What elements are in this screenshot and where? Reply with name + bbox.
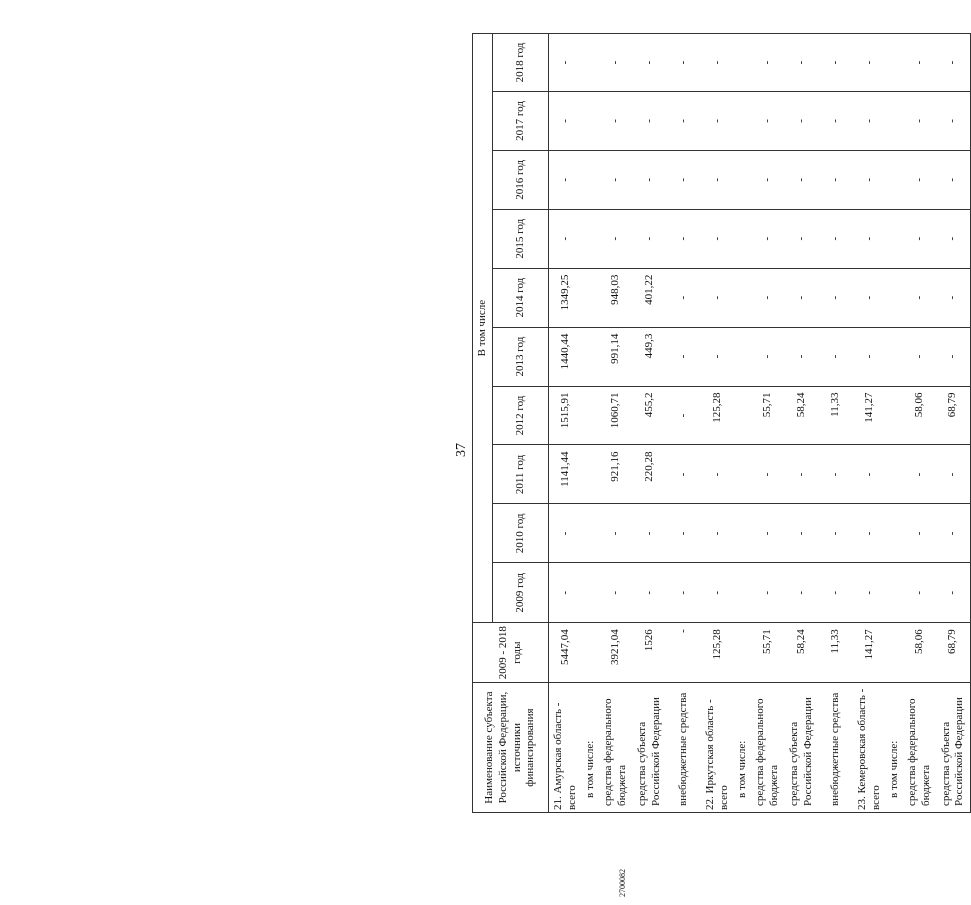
header-group: В том числе [473,34,493,623]
row-value: - [853,209,887,268]
row-value: - [853,268,887,327]
row-value [735,504,751,563]
row-value: - [903,327,937,386]
table-row [599,34,633,813]
row-value [583,386,599,445]
row-value [583,34,599,92]
row-value [583,504,599,563]
row-value: - [667,34,701,92]
row-total: 5447,04 [549,623,583,683]
row-label: в том числе: [735,683,751,813]
row-value: - [937,268,971,327]
row-value: 948,03 [599,268,633,327]
row-label: средства федерального бюджета [751,683,785,813]
row-value: - [785,327,819,386]
row-value: - [667,445,701,504]
row-value: - [667,327,701,386]
row-value: - [667,209,701,268]
row-value: - [751,327,785,386]
row-value: - [599,91,633,150]
row-value [735,445,751,504]
row-value: - [701,327,735,386]
row-value: - [937,504,971,563]
row-value: 220,28 [633,445,667,504]
row-value: - [903,445,937,504]
row-value [583,209,599,268]
row-value: - [903,91,937,150]
row-value [887,150,903,209]
row-value: - [549,150,583,209]
row-value: - [549,91,583,150]
row-total [887,623,903,683]
row-value: - [819,445,853,504]
row-value: 401,22 [633,268,667,327]
row-value [887,563,903,623]
row-value: - [667,268,701,327]
row-value: - [633,563,667,623]
row-value: 455,2 [633,386,667,445]
row-value: - [633,91,667,150]
row-value: - [701,445,735,504]
header-year: 2010 год [493,504,549,563]
row-value: - [599,563,633,623]
row-label: средства субъекта Российской Федерации [785,683,819,813]
header-year: 2015 год [493,209,549,268]
row-value: - [667,386,701,445]
table-row [785,34,819,813]
row-value: 1349,25 [549,268,583,327]
header-year: 2009 год [493,563,549,623]
row-value: - [937,445,971,504]
row-value: - [853,327,887,386]
page-number: 37 [454,443,469,457]
row-value: - [853,150,887,209]
row-value [887,34,903,92]
row-value: 125,28 [701,386,735,445]
row-value: - [853,34,887,92]
row-value: 55,71 [751,386,785,445]
row-value: - [599,34,633,92]
row-value: - [599,150,633,209]
row-value [735,209,751,268]
row-value: - [785,445,819,504]
row-value: 68,79 [937,386,971,445]
header-total: 2009 - 2018 годы [473,623,549,683]
row-label: внебюджетные средства [667,683,701,813]
row-value: 1141,44 [549,445,583,504]
row-value: 991,14 [599,327,633,386]
row-label: 21. Амурская область - всего [549,683,583,813]
table-row [751,34,785,813]
row-value: - [819,150,853,209]
row-value: - [633,504,667,563]
row-value: - [903,150,937,209]
row-total: 55,71 [751,623,785,683]
row-value [887,445,903,504]
row-total: 11,33 [819,623,853,683]
row-value: - [785,563,819,623]
row-value: - [667,563,701,623]
row-value: - [853,91,887,150]
row-value [583,563,599,623]
row-value: - [785,91,819,150]
row-value: - [667,91,701,150]
row-value [735,91,751,150]
row-total: 125,28 [701,623,735,683]
row-value: - [701,209,735,268]
row-total: 141,27 [853,623,887,683]
row-total: 58,24 [785,623,819,683]
header-year: 2017 год [493,91,549,150]
row-label: средства субъекта Российской Федерации [633,683,667,813]
table-row [701,34,735,813]
row-value: 1515,91 [549,386,583,445]
row-value: - [751,209,785,268]
row-value: - [549,34,583,92]
row-value [887,209,903,268]
row-value [735,34,751,92]
table-row [937,34,971,813]
row-value: - [785,504,819,563]
row-value [583,268,599,327]
row-value: - [819,327,853,386]
row-value [735,386,751,445]
row-value: 11,33 [819,386,853,445]
row-value: 58,06 [903,386,937,445]
row-value: - [903,34,937,92]
table-row [903,34,937,813]
row-value [583,91,599,150]
row-value: - [751,34,785,92]
row-value [887,504,903,563]
row-value: - [785,268,819,327]
row-value [887,327,903,386]
row-value: - [751,563,785,623]
row-label: средства субъекта Российской Федерации [937,683,971,813]
row-label: средства федерального бюджета [903,683,937,813]
row-value: - [751,150,785,209]
row-value: - [937,150,971,209]
row-value: - [599,504,633,563]
row-value: - [701,34,735,92]
row-label: в том числе: [887,683,903,813]
table-row [853,34,887,813]
row-value: - [819,268,853,327]
row-value [583,445,599,504]
row-value [887,268,903,327]
row-value: - [751,268,785,327]
row-value: 449,3 [633,327,667,386]
row-value: 1060,71 [599,386,633,445]
row-value: - [819,91,853,150]
row-value: - [701,504,735,563]
row-value: 1440,44 [549,327,583,386]
row-value: - [785,150,819,209]
row-value: - [599,209,633,268]
row-value: - [701,150,735,209]
row-value: - [937,34,971,92]
header-year: 2013 год [493,327,549,386]
row-label: 22. Иркутская область - всего [701,683,735,813]
table-body [549,34,971,813]
row-total: - [667,623,701,683]
funding-table [472,33,971,813]
row-value: - [751,445,785,504]
row-value: - [937,91,971,150]
header-name: Наименование субъекта Российской Федерации, источники финансирования [473,683,549,813]
header-year: 2014 год [493,268,549,327]
row-value: - [853,563,887,623]
row-value: - [549,504,583,563]
row-value: - [903,209,937,268]
row-value: - [751,91,785,150]
row-value: - [819,34,853,92]
row-value [735,327,751,386]
row-value: - [853,445,887,504]
row-value: - [903,268,937,327]
row-value: - [819,209,853,268]
row-value: 141,27 [853,386,887,445]
row-value [583,327,599,386]
row-value: - [819,563,853,623]
row-value: - [549,563,583,623]
row-value: - [937,327,971,386]
row-label: внебюджетные средства [819,683,853,813]
row-value [887,386,903,445]
row-value: - [937,209,971,268]
table-row [819,34,853,813]
row-value: - [937,563,971,623]
row-value: - [903,563,937,623]
row-total: 58,06 [903,623,937,683]
row-total [735,623,751,683]
table-row [633,34,667,813]
row-value: - [701,563,735,623]
row-value: - [785,34,819,92]
row-value: - [853,504,887,563]
row-value: 58,24 [785,386,819,445]
header-year: 2016 год [493,150,549,209]
row-value [735,563,751,623]
row-label: 23. Кемеровская область - всего [853,683,887,813]
row-total [583,623,599,683]
row-total: 1526 [633,623,667,683]
document-code: 2700082 [618,869,627,897]
row-value: - [701,91,735,150]
row-value: - [903,504,937,563]
row-value [583,150,599,209]
row-label: средства федерального бюджета [599,683,633,813]
row-value [887,91,903,150]
row-value: 921,16 [599,445,633,504]
row-value [735,150,751,209]
table-row [583,34,599,813]
row-total: 68,79 [937,623,971,683]
row-value: - [633,34,667,92]
row-value: - [701,268,735,327]
table-row [549,34,583,813]
header-year: 2011 год [493,445,549,504]
row-value: - [819,504,853,563]
header-year: 2012 год [493,386,549,445]
row-value: - [751,504,785,563]
row-total: 3921,04 [599,623,633,683]
row-value: - [633,209,667,268]
row-label: в том числе: [583,683,599,813]
row-value [735,268,751,327]
table-row [667,34,701,813]
header-year: 2018 год [493,34,549,92]
row-value: - [633,150,667,209]
table-row [887,34,903,813]
row-value: - [785,209,819,268]
row-value: - [667,504,701,563]
row-value: - [667,150,701,209]
row-value: - [549,209,583,268]
table-row [735,34,751,813]
